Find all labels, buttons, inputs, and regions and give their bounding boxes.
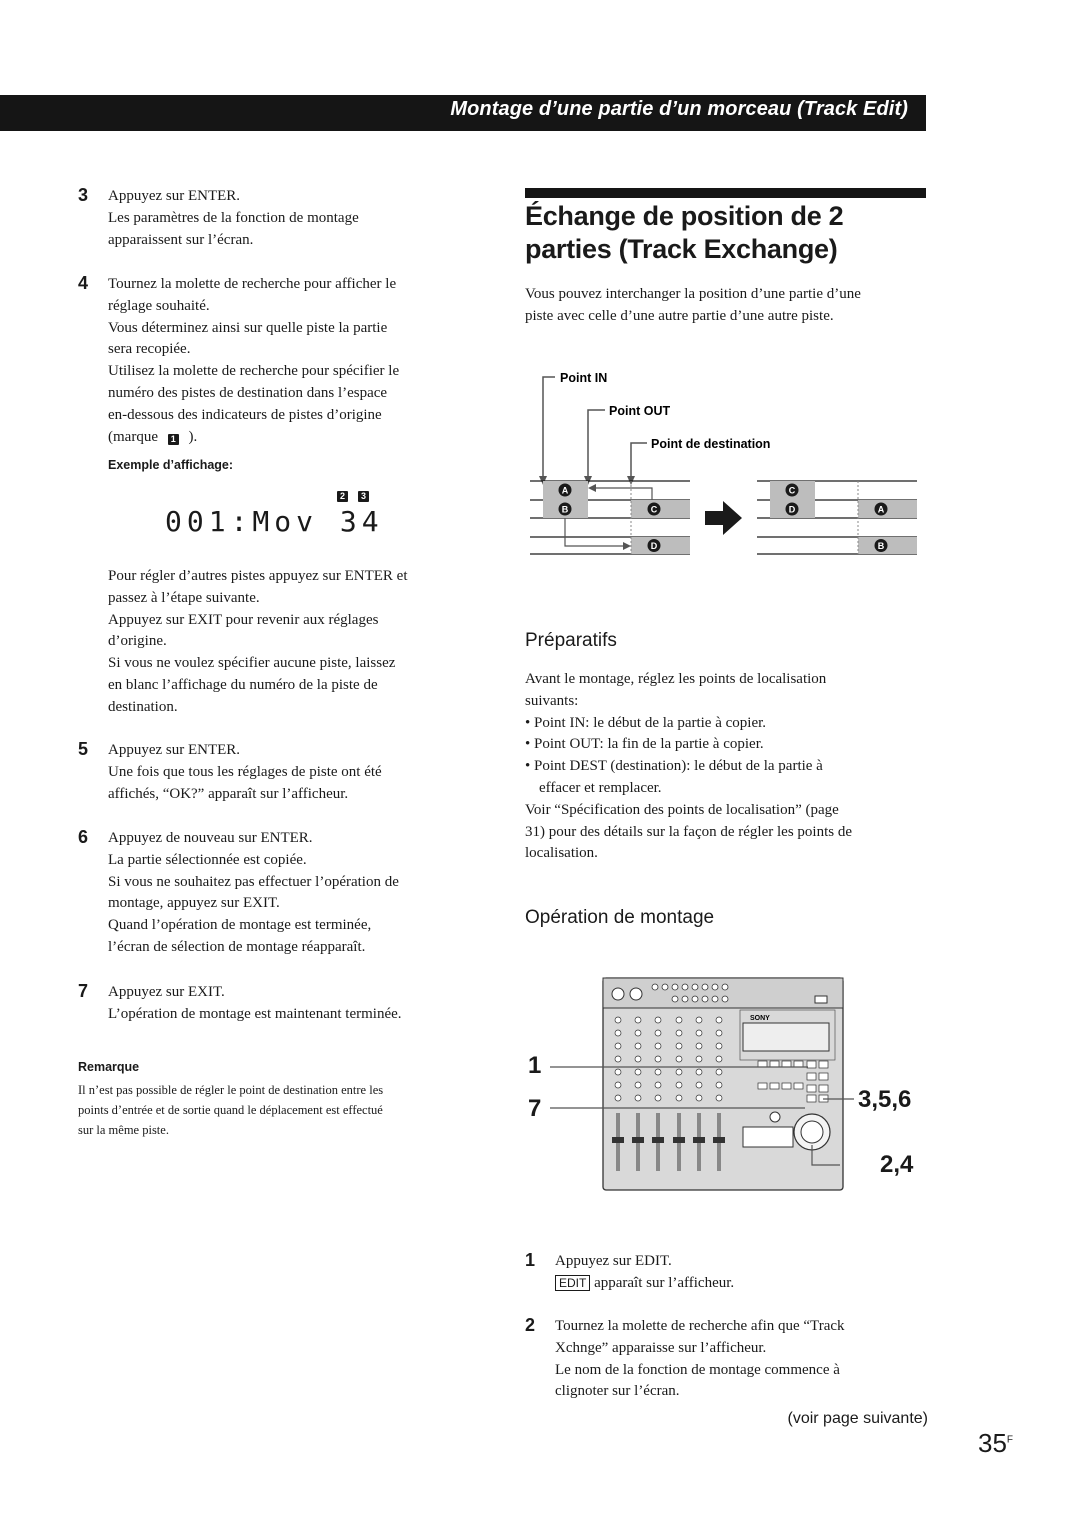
text-line: Appuyez sur EXIT.	[108, 984, 225, 1000]
text-line: d’origine.	[108, 633, 167, 650]
swap-arrow-1	[595, 488, 652, 500]
input-jack-icon	[612, 988, 624, 1000]
track-marker-2: 2	[337, 491, 348, 502]
header-title: Montage d’une partie d’un morceau (Track Edit)	[450, 98, 908, 120]
text-line: Tournez la molette de recherche afin que “Track	[555, 1318, 845, 1334]
section-title-line: Échange de position de 2	[525, 201, 844, 231]
preparatifs-heading: Préparatifs	[525, 630, 617, 651]
callout-step-7: 7	[528, 1095, 542, 1122]
continue-note: (voir page suivante)	[787, 1410, 928, 1427]
remark-heading: Remarque	[78, 1060, 140, 1074]
step-4-text	[108, 274, 399, 448]
section-title-line: parties (Track Exchange)	[525, 234, 838, 264]
text-line: Appuyez sur EDIT.	[555, 1253, 672, 1269]
swap-arrowhead-2	[623, 542, 631, 550]
marque-prefix: (marque	[108, 428, 158, 445]
label-point-in: Point IN	[560, 371, 608, 385]
swap-arrowhead-1	[588, 484, 596, 492]
right-arrow-icon	[705, 501, 742, 535]
text-line: affichés, “OK?” apparaît sur l’afficheur.	[108, 785, 349, 802]
marque-suffix: ).	[188, 428, 198, 445]
text-line: L’opération de montage est maintenant terminée.	[108, 1005, 402, 1022]
text-line: apparaissent sur l’écran.	[108, 231, 254, 248]
lcd-display-example: 001:Mov 34	[165, 505, 384, 538]
track-marker-3: 3	[358, 491, 369, 502]
block-label: D	[650, 541, 658, 551]
text-line: Appuyez sur ENTER.	[108, 188, 241, 204]
step-number-2: 2	[525, 1315, 536, 1335]
text-line: localisation.	[525, 845, 598, 862]
text-line: Tournez la molette de recherche pour afficher le	[108, 276, 397, 292]
bullet-text: Point DEST (destination): le début de la partie à	[534, 758, 823, 775]
text-line: Si vous ne voulez spécifier aucune piste, laissez	[108, 655, 396, 672]
text-line: en-dessous des indicateurs de pistes d’origine	[108, 406, 382, 423]
operation-heading: Opération de montage	[525, 907, 715, 928]
text-line: Avant le montage, réglez les points de localisation	[525, 671, 827, 687]
step-number-3: 3	[78, 185, 89, 205]
text-line: Quand l’opération de montage est terminée,	[108, 917, 372, 934]
block-label: D	[788, 504, 796, 515]
block-label: A	[561, 485, 569, 496]
callout-steps-3-5-6: 3,5,6	[858, 1086, 912, 1113]
page-suffix: F	[1006, 1434, 1014, 1446]
text-line: Une fois que tous les réglages de piste ont été	[108, 763, 382, 780]
edit-line	[555, 1273, 734, 1295]
block-label: A	[877, 504, 885, 515]
bullet-text: Point IN: le début de la partie à copier.	[534, 714, 767, 731]
text-line: Vous pouvez interchanger la position d’une partie d’une	[525, 286, 861, 302]
preparatifs-text	[525, 669, 852, 865]
text-line: Le nom de la fonction de montage commence à	[555, 1361, 840, 1378]
input-jack-icon	[630, 988, 642, 1000]
step-7-text	[108, 982, 402, 1026]
text-line: Xchnge” apparaisse sur l’afficheur.	[555, 1339, 767, 1356]
label-point-out: Point OUT	[609, 404, 671, 418]
pointer-lines	[543, 377, 647, 478]
header-bar	[0, 95, 926, 131]
block-label: B	[877, 541, 885, 551]
text-line: La partie sélectionnée est copiée.	[108, 851, 307, 868]
bullet-item: • Point IN: le début de la partie à copier.	[525, 714, 767, 731]
device-lcd-screen	[743, 1023, 829, 1051]
step-6-text	[108, 828, 399, 959]
track-marker-1: 1	[168, 434, 179, 445]
text-line: destination.	[108, 698, 178, 715]
text-line: l’écran de sélection de montage réapparaît.	[108, 938, 366, 955]
remark-text	[78, 1080, 383, 1140]
step-1-text	[555, 1251, 734, 1295]
callout-lines	[540, 1055, 930, 1185]
text-line: passez à l’étape suivante.	[108, 589, 260, 606]
text-line: Vous déterminez ainsi sur quelle piste la partie	[108, 319, 388, 336]
text-line: Si vous ne souhaitez pas effectuer l’opération de	[108, 873, 399, 890]
text-line: Pour régler d’autres pistes appuyez sur ENTER et	[108, 568, 408, 584]
text-line: réglage souhaité.	[108, 297, 210, 314]
block-label: C	[650, 504, 658, 515]
swap-arrow-2	[565, 518, 623, 546]
power-switch-icon	[815, 996, 827, 1003]
label-point-destination: Point de destination	[651, 437, 771, 451]
block-label: B	[561, 504, 569, 515]
text-line: clignoter sur l’écran.	[555, 1383, 680, 1400]
text-line: piste avec celle d’une autre partie d’une autre piste.	[525, 307, 834, 324]
block-label: C	[788, 485, 796, 496]
step-number-1: 1	[525, 1250, 536, 1270]
step-number-4: 4	[78, 273, 89, 293]
text-line: Il n’est pas possible de régler le point de destination entre les	[78, 1083, 384, 1097]
callout-steps-2-4: 2,4	[880, 1151, 914, 1178]
track-exchange-diagram	[520, 360, 930, 560]
text-line: Utilisez la molette de recherche pour spécifier le	[108, 363, 400, 380]
bullet-text: Point OUT: la fin de la partie à copier.	[534, 736, 764, 753]
page-number	[978, 1428, 1013, 1459]
callout-step-1: 1	[528, 1052, 542, 1079]
text-line: en blanc l’affichage du numéro de la piste de	[108, 676, 378, 693]
page-number-value: 35	[978, 1428, 1007, 1458]
step-2-text	[555, 1316, 845, 1403]
step-number-5: 5	[78, 739, 89, 759]
text-line: 31) pour des détails sur la façon de régler les points de	[525, 823, 852, 840]
text-line: montage, appuyez sur EXIT.	[108, 895, 280, 912]
marque-line	[108, 427, 399, 449]
step-number-6: 6	[78, 827, 89, 847]
text-line: suivants:	[525, 692, 579, 709]
example-heading: Exemple d’affichage:	[108, 458, 234, 472]
brand-logo: SONY	[750, 1015, 770, 1022]
text-line: Appuyez de nouveau sur ENTER.	[108, 830, 313, 846]
text-line: Appuyez sur ENTER.	[108, 742, 241, 758]
step-3-text	[108, 186, 359, 251]
text-line: Voir “Spécification des points de localisation” (page	[525, 801, 839, 818]
bullet-item: • Point DEST (destination): le début de la partie à	[525, 758, 823, 775]
text-line: numéro des pistes de destination dans l’espace	[108, 384, 388, 401]
text-line: Appuyez sur EXIT pour revenir aux réglages	[108, 611, 379, 628]
text-line: sur la même piste.	[78, 1123, 169, 1137]
text-line: points d’entrée et de sortie quand le déplacement est effectué	[78, 1103, 383, 1117]
intro-text	[525, 284, 861, 328]
text-line: sera recopiée.	[108, 341, 191, 358]
after-lcd-text	[108, 566, 408, 719]
section-rule	[525, 188, 926, 198]
section-title	[525, 200, 843, 266]
bullet-item: • Point OUT: la fin de la partie à copier.	[525, 736, 764, 753]
text-line: apparaît sur l’afficheur.	[590, 1274, 735, 1291]
edit-indicator: EDIT	[555, 1275, 590, 1291]
text-line: Les paramètres de la fonction de montage	[108, 209, 359, 226]
step-number-7: 7	[78, 981, 89, 1001]
step-5-text	[108, 740, 382, 805]
bullet-text: effacer et remplacer.	[539, 779, 662, 796]
